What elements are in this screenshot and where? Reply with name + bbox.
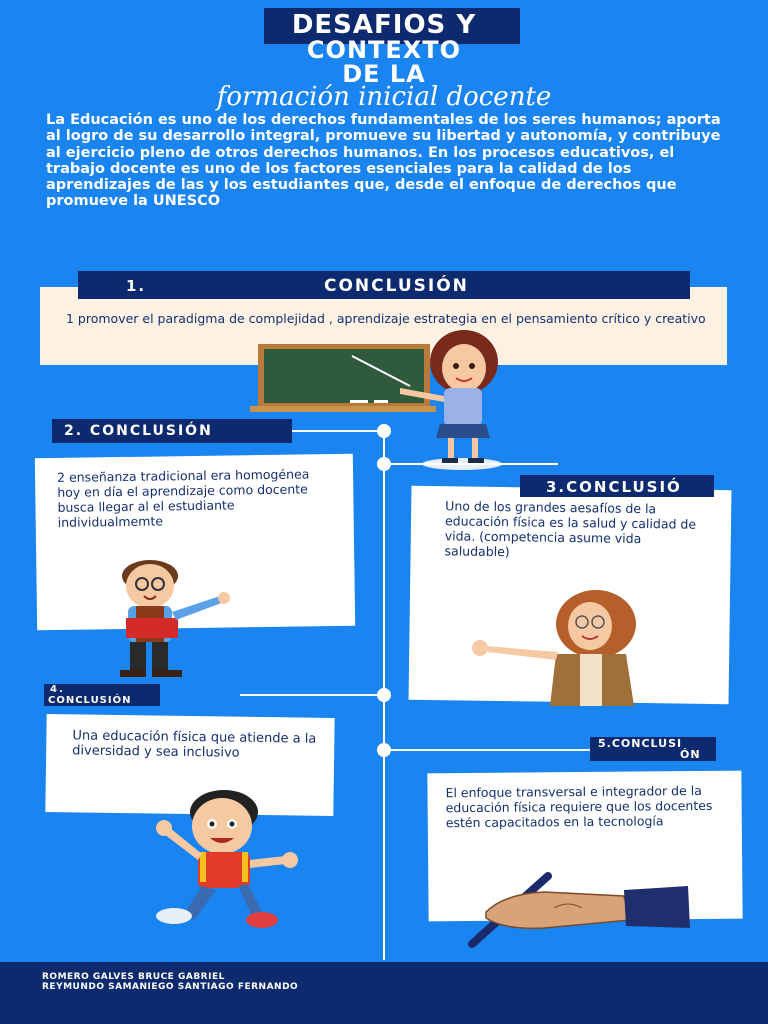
conclusion-3-heading: 3.CONCLUSIÓ [546, 478, 682, 496]
conclusion-2-text: 2 enseñanza tradicional era homogénea hoy en día el aprendizaje como docente busca llegar al el estudiante individualmemte [56, 466, 310, 530]
conclusion-5-heading-line2: ÓN [680, 748, 701, 761]
conclusion-4-heading-line1: 4. [50, 684, 65, 695]
conclusion-1-heading: CONCLUSIÓN [324, 276, 469, 296]
timeline-connector [384, 749, 590, 751]
student-boy-icon [140, 786, 310, 936]
timeline-connector [240, 694, 384, 696]
conclusion-2-band [52, 419, 292, 443]
intro-paragraph: La Educación es uno de los derechos fundamentales de los seres humanos; aporta al logro de su desarrollo integral, promueve su libertad y autonomía, y contribuye al ejercicio pleno de otros derechos humanos. En los procesos educativos, el trabajo docente es uno de los factores esenciales para la calidad de los aprendizajes de las y los estudiantes que, desde el enfoque de derechos que promueve la UNESCO [46, 112, 721, 210]
author-2: REYMUNDO SAMANIEGO SANTIAGO FERNANDO [42, 982, 299, 992]
timeline-dot [377, 743, 391, 757]
page-title-line3: DE LA [342, 60, 426, 88]
page-title-line1: DESAFIOS Y [291, 10, 477, 40]
conclusion-5-heading-line1: 5.CONCLUSI [598, 737, 683, 750]
conclusion-4-text: Una educación física que atiende a la diversidad y sea inclusivo [72, 728, 317, 761]
writing-hand-icon [464, 868, 698, 952]
conclusion-3-text: Uno de los grandes aesafíos de la educación física es la salud y calidad de vida. (competencia asume vida saludable) [444, 498, 697, 560]
teacher-man-icon [106, 556, 242, 680]
footer [0, 962, 768, 1024]
conclusion-4-band [44, 684, 160, 706]
timeline-connector [384, 463, 558, 465]
timeline-connector [290, 430, 384, 432]
conclusion-3-band [520, 475, 714, 497]
conclusion-5-band [590, 737, 716, 761]
teacher-woman-glasses-icon [466, 588, 656, 706]
conclusion-2-heading: 2. CONCLUSIÓN [64, 423, 213, 439]
timeline-dot [377, 424, 391, 438]
author-1: ROMERO GALVES BRUCE GABRIEL [42, 972, 225, 982]
page-subtitle: formación inicial docente [216, 82, 552, 112]
teacher-woman-icon [340, 326, 520, 471]
timeline-dot [377, 457, 391, 471]
conclusion-1-number: 1. [126, 277, 147, 295]
conclusion-1-text: 1 promover el paradigma de complejidad , aprendizaje estrategia en el pensamiento crítico y creativo [66, 311, 706, 326]
page-title-line2: CONTEXTO [306, 36, 462, 64]
conclusion-1-band [78, 271, 690, 299]
conclusion-5-text: El enfoque transversal e integrador de la educación física requiere que los docentes estén capacitados en la tecnología [445, 782, 713, 831]
conclusion-4-heading-line2: CONCLUSIÓN [48, 695, 132, 706]
timeline-dot [377, 688, 391, 702]
